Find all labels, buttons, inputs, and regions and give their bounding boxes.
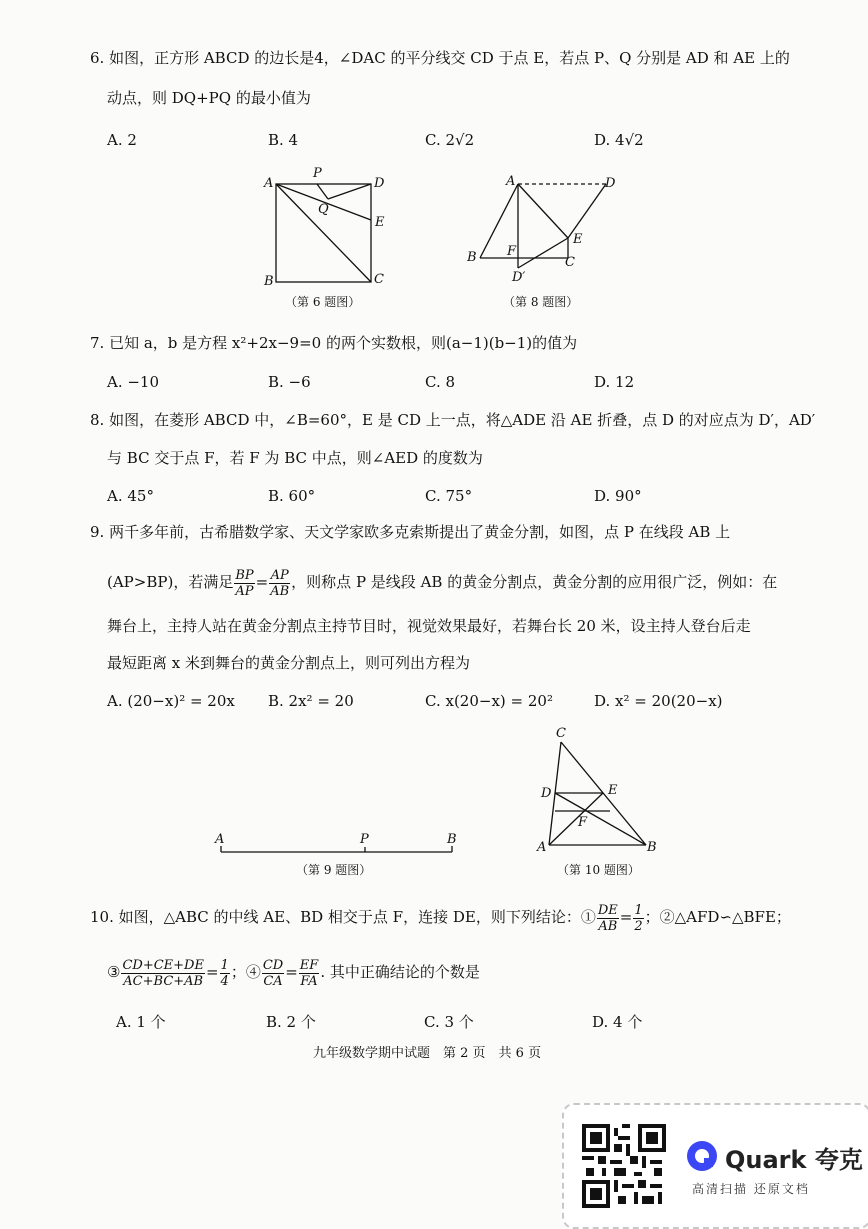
fig9-label-b: B: [447, 832, 457, 847]
fig6-label-c: C: [374, 272, 384, 287]
fig10-label-f: F: [578, 815, 588, 830]
q10-option-a: A. 1 个: [116, 1013, 166, 1031]
q10-eq3: =: [205, 963, 219, 981]
q10-f3-num: CD+CE+DE: [122, 957, 204, 973]
q9-stem-line2: [107, 565, 777, 599]
q10-option-b: B. 2 个: [266, 1013, 316, 1031]
q6-option-b: B. 4: [268, 131, 299, 149]
q10-fraction-cd-ca: [262, 958, 284, 989]
fig10-label-a: A: [537, 840, 547, 855]
figure-10-lines: [549, 742, 646, 845]
q6-option-d: D. 4√2: [594, 131, 644, 149]
q7-option-d: D. 12: [594, 373, 635, 391]
q9-fraction-bp-ap: [234, 568, 254, 599]
q10-fraction-de-ab: [597, 903, 619, 934]
q10-f3r-num: 1: [220, 957, 229, 973]
q10-fraction-ef-fa: [299, 958, 320, 989]
fig6-caption: （第 6 题图）: [285, 295, 361, 309]
fig6-label-p: P: [313, 166, 322, 181]
q7-option-c: C. 8: [425, 373, 456, 391]
q10-f4r-num: EF: [299, 957, 319, 973]
fig10-label-b: B: [647, 840, 657, 855]
q10-fraction-perimeter: [121, 958, 205, 989]
q9-option-d: D. x² = 20(20−x): [594, 692, 723, 710]
q10-f4-den: CA: [263, 973, 283, 989]
q8-stem-line2: 与 BC 交于点 F，若 F 为 BC 中点，则∠AED 的度数为: [107, 449, 483, 467]
fig9-label-p: P: [360, 832, 369, 847]
quark-tagline: 高清扫描 还原文档: [692, 1182, 810, 1196]
q10-f1r-den: 2: [634, 918, 643, 934]
q10-option-c: C. 3 个: [424, 1013, 474, 1031]
fig8-label-d-prime: D′: [512, 270, 526, 285]
q6-stem-line2: 动点，则 DQ+PQ 的最小值为: [107, 89, 311, 107]
fig6-label-d: D: [374, 176, 385, 191]
figure-9-segment: [221, 846, 452, 852]
q9-option-a: A. (20−x)² = 20x: [107, 692, 235, 710]
q8-stem-line1: 8. 如图，在菱形 ABCD 中，∠B=60°，E 是 CD 上一点，将△ADE 沿 AE 折叠，点 D 的对应点为 D′，AD′: [90, 411, 816, 429]
quark-logo-icon: [686, 1140, 718, 1172]
q10-f4-num: CD: [262, 957, 284, 973]
fig6-label-b: B: [264, 274, 274, 289]
fig10-label-c: C: [556, 726, 566, 741]
q10-eq1: =: [619, 908, 633, 926]
page-footer: 九年级数学期中试题 第 2 页 共 6 页: [313, 1046, 542, 1061]
qr-code-icon: [582, 1124, 666, 1208]
q10-line2-tail: . 其中正确结论的个数是: [320, 963, 480, 981]
q10-fraction-quarter: [220, 958, 230, 989]
fig6-label-e: E: [375, 215, 385, 230]
q8-option-a: A. 45°: [107, 487, 154, 505]
figure-6-lines: [276, 184, 371, 282]
fig8-label-f: F: [507, 244, 517, 259]
q8-option-d: D. 90°: [594, 487, 642, 505]
fig8-caption: （第 8 题图）: [503, 295, 579, 309]
q9-frac1-den: AP: [235, 583, 254, 599]
q10-f1-num: DE: [597, 902, 618, 918]
q6-stem-line1: 6. 如图，正方形 ABCD 的边长是4，∠DAC 的平分线交 CD 于点 E，若点 P、Q 分别是 AD 和 AE 上的: [90, 49, 790, 67]
fig10-label-d: D: [541, 786, 552, 801]
q9-stem-line1: 9. 两千多年前，古希腊数学家、天文学家欧多克索斯提出了黄金分割，如图，点 P 在线段 AB 上: [90, 523, 731, 541]
q7-option-b: B. −6: [268, 373, 311, 391]
q9-line2-pre: (AP>BP)，若满足: [107, 573, 234, 591]
q10-stem-line1: [90, 898, 791, 936]
q6-option-a: A. 2: [107, 131, 137, 149]
fig8-label-c: C: [565, 255, 575, 270]
q9-stem-line4: 最短距离 x 米到舞台的黄金分割点上，则可列出方程为: [107, 654, 470, 672]
q9-fraction-ap-ab: [269, 568, 290, 599]
q9-equals: =: [255, 573, 269, 591]
fig9-caption: （第 9 题图）: [296, 863, 372, 877]
q10-f3-den: AC+BC+AB: [123, 973, 204, 989]
q10-eq4: =: [285, 963, 298, 981]
q10-fraction-half: [633, 903, 643, 934]
fig8-label-b: B: [467, 250, 477, 265]
q9-frac2-den: AB: [270, 583, 290, 599]
q9-option-b: B. 2x² = 20: [268, 692, 354, 710]
q10-line1-post: ；②△AFD∽△BFE；: [644, 908, 791, 926]
fig6-label-a: A: [264, 176, 274, 191]
q10-line1-pre: 10. 如图，△ABC 的中线 AE、BD 相交于点 F，连接 DE，则下列结论：①: [90, 908, 596, 926]
q10-circle-4: ；④: [230, 963, 261, 981]
q10-circle-3: ③: [107, 963, 121, 981]
q9-stem-line3: 舞台上，主持人站在黄金分割点主持节目时，视觉效果最好，若舞台长 20 米，设主持人登台后走: [107, 617, 751, 635]
q10-option-d: D. 4 个: [592, 1013, 643, 1031]
fig8-label-e: E: [573, 232, 583, 247]
fig9-label-a: A: [215, 832, 225, 847]
q7-stem: 7. 已知 a，b 是方程 x²+2x−9=0 的两个实数根，则(a−1)(b−1)的值为: [90, 334, 578, 352]
q10-f4r-den: FA: [300, 973, 318, 989]
q8-option-c: C. 75°: [425, 487, 473, 505]
q7-option-a: A. −10: [107, 373, 160, 391]
q9-option-c: C. x(20−x) = 20²: [425, 692, 553, 710]
fig8-label-d: D: [605, 176, 616, 191]
q9-frac2-num: AP: [270, 567, 289, 583]
fig6-label-q: Q: [318, 202, 329, 217]
fig10-caption: （第 10 题图）: [557, 863, 640, 877]
fig10-label-e: E: [608, 783, 618, 798]
q9-line2-post: ，则称点 P 是线段 AB 的黄金分割点，黄金分割的应用很广泛，例如：在: [291, 573, 778, 591]
q8-option-b: B. 60°: [268, 487, 316, 505]
q10-f1r-num: 1: [634, 902, 643, 918]
q6-option-c: C. 2√2: [425, 131, 475, 149]
q10-stem-line2: [107, 953, 480, 991]
fig8-label-a: A: [506, 174, 516, 189]
q9-frac1-num: BP: [235, 567, 254, 583]
quark-brand-text: Quark 夸克: [725, 1146, 863, 1174]
figure-8-lines: [480, 184, 606, 268]
q10-f1-den: AB: [598, 918, 618, 934]
q10-f3r-den: 4: [220, 973, 229, 989]
